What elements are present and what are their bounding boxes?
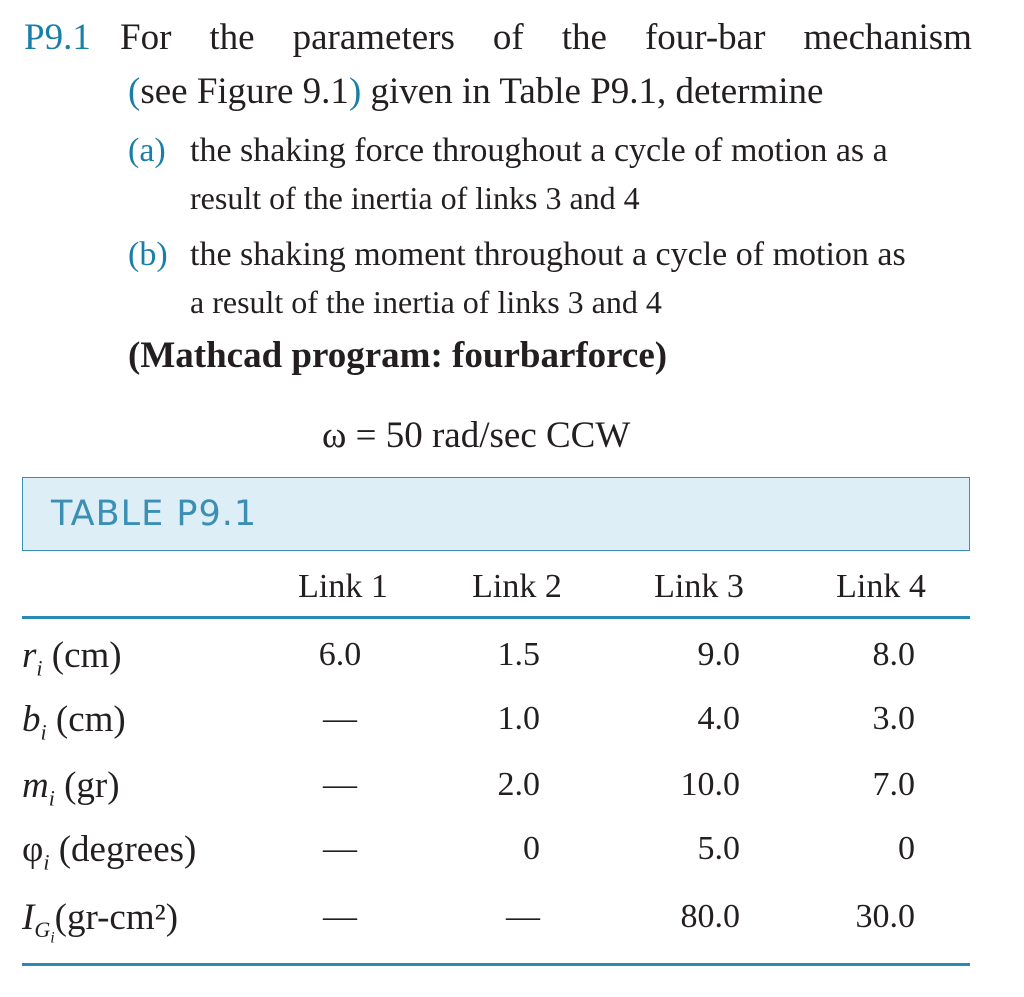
open-paren: ( <box>128 71 141 112</box>
row-label-r <box>22 634 122 681</box>
var: m <box>22 765 49 806</box>
var: r <box>22 635 37 676</box>
table-cell: 0 <box>898 830 915 867</box>
word: four-bar <box>644 17 766 58</box>
unit: (degrees) <box>49 829 197 870</box>
statement-tail: given in Table P9.1, determine <box>361 71 824 112</box>
table-cell: 2.0 <box>497 766 540 803</box>
table-cell: 9.0 <box>697 636 740 673</box>
table-cell: 10.0 <box>680 766 740 803</box>
unit: (cm) <box>42 635 122 676</box>
subscript: i <box>48 785 55 811</box>
table-cell: 4.0 <box>697 700 740 737</box>
column-header-link1: Link 1 <box>298 568 388 605</box>
subscript: G <box>34 917 51 943</box>
table-cell: — <box>323 700 357 737</box>
table-title: TABLE P9.1 <box>51 494 258 534</box>
table-cell: — <box>323 830 357 867</box>
row-label-m <box>22 764 120 811</box>
part-b-line2: a result of the inertia of links 3 and 4 <box>190 284 662 320</box>
table-cell: 0 <box>523 830 540 867</box>
table-cell: 3.0 <box>872 700 915 737</box>
angular-velocity: ω = 50 rad/sec CCW <box>322 415 631 456</box>
table-cell: 7.0 <box>872 766 915 803</box>
subscript: i <box>40 719 47 745</box>
row-label-inertia <box>22 896 178 948</box>
close-paren: ) <box>348 71 362 112</box>
var: φ <box>22 829 44 870</box>
unit: (cm) <box>46 699 126 740</box>
problem-statement-line1 <box>120 16 972 59</box>
word: mechanism <box>803 17 972 58</box>
part-b-line1: the shaking moment throughout a cycle of motion as <box>190 236 906 273</box>
table-cell: — <box>506 898 540 935</box>
table-cell: 30.0 <box>855 898 915 935</box>
table-cell: 6.0 <box>318 636 362 673</box>
part-b-label: (b) <box>128 236 168 273</box>
table-cell: 1.0 <box>497 700 540 737</box>
word: the <box>561 17 607 58</box>
table-cell: — <box>323 898 357 935</box>
column-header-link4: Link 4 <box>836 568 926 605</box>
table-bottom-rule <box>22 963 970 966</box>
row-label-phi <box>22 828 196 875</box>
table-cell: 80.0 <box>680 898 740 935</box>
table-cell: — <box>323 766 357 803</box>
mathcad-program-note: (Mathcad program: fourbarforce) <box>128 335 668 376</box>
part-a-line2: result of the inertia of links 3 and 4 <box>190 180 640 216</box>
word: For <box>120 17 172 58</box>
problem-statement-line2 <box>128 70 823 113</box>
problem-number: P9.1 <box>24 17 91 58</box>
word: of <box>492 17 524 58</box>
figure-reference: see Figure 9.1 <box>140 71 349 112</box>
table-cell: 8.0 <box>872 636 915 673</box>
table-cell: 1.5 <box>497 636 540 673</box>
unit: (gr) <box>54 765 120 806</box>
part-a-line1: the shaking force throughout a cycle of motion as a <box>190 132 888 169</box>
word: the <box>209 17 255 58</box>
var: b <box>22 699 41 740</box>
table-cell: 5.0 <box>697 830 740 867</box>
subscript: i <box>36 655 43 681</box>
sub-subscript: i <box>50 929 55 947</box>
part-a-label: (a) <box>128 132 166 169</box>
row-label-b <box>22 698 126 745</box>
column-header-link3: Link 3 <box>654 568 744 605</box>
subscript: i <box>43 849 50 875</box>
table-header-rule <box>22 616 970 619</box>
unit: (gr-cm²) <box>54 897 179 938</box>
column-header-link2: Link 2 <box>472 568 562 605</box>
word: parameters <box>292 17 455 58</box>
var: I <box>22 897 35 938</box>
table-banner <box>22 477 970 551</box>
